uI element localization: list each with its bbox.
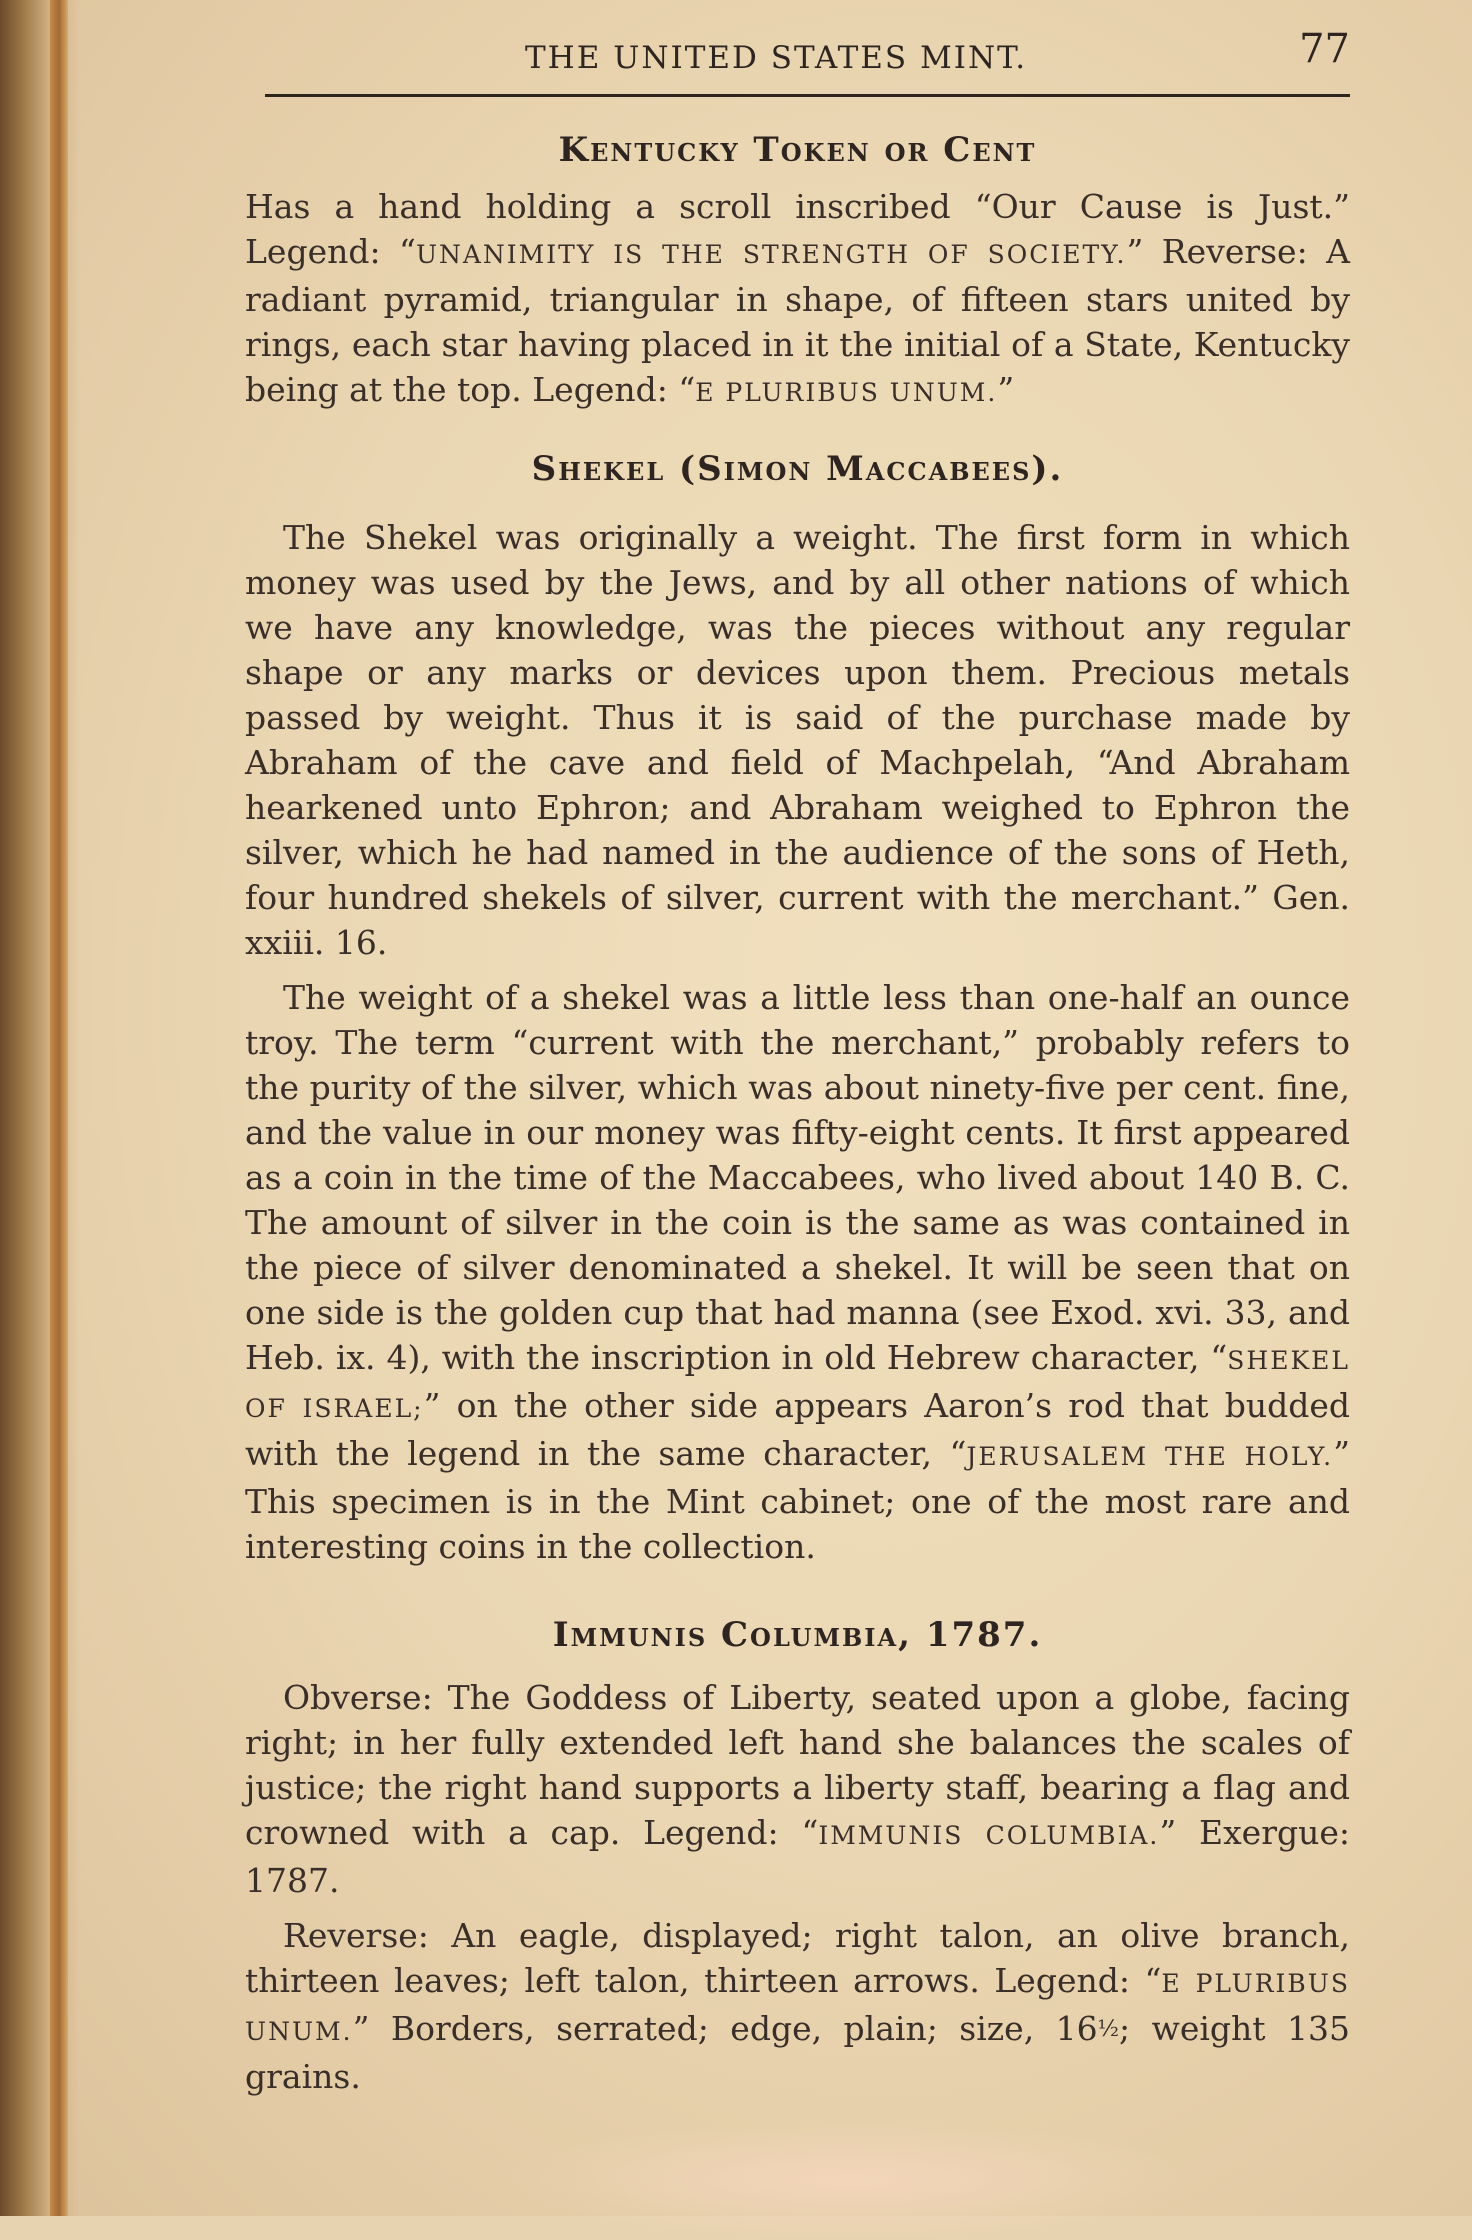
book-spine-edge (50, 0, 68, 2216)
section-heading: Kentucky Token or Cent (558, 130, 1037, 170)
legend-small-caps: UNANIMITY IS THE STRENGTH OF SOCIETY. (415, 240, 1127, 269)
legend-small-caps: E PLURIBUS UNUM. (695, 378, 998, 407)
text-run: ” on the other side appears Aaron’s rod that budded with the legend in the same character, “ (245, 1386, 1350, 1473)
running-title: THE UNITED STATES MINT. (525, 40, 1028, 76)
paragraph (245, 975, 1350, 1569)
paragraph: The Shekel was originally a weight. The first form in which money was used by the Jews, and by all other nations of which we have any knowledge, was the pieces without any regular shape or any marks or devices upon them. Precious metals passed by weight. Thus it is said of the purchase made by Abraham of the cave and field of Machpelah, “And Abraham hearkened unto Ephron; and Abraham weighed to Ephron the silver, which he had named in the audience of the sons of Heth, four hundred shekels of silver, current with the merchant.” Gen. xxiii. 16. (245, 518, 1350, 962)
text-run: ” Reverse: A radiant pyramid, triangular in shape, of fifteen stars united by rings, each star having placed in it the initial of a State, Kentucky being at the top. Legend: “ (245, 232, 1350, 409)
section-immunis-columbia (245, 1615, 1350, 2099)
legend-small-caps: JERUSALEM THE HOLY. (966, 1442, 1334, 1471)
section-shekel (245, 449, 1350, 1569)
section-heading: Shekel (Simon Maccabees). (531, 449, 1064, 489)
text-run: Has a hand holding a scroll inscribed “Our Cause is Just.” Legend: “ (245, 187, 1350, 271)
text-run: ” This specimen is in the Mint cabinet; one of the most rare and interesting coins in the collection. (245, 1434, 1350, 1566)
text-run: The weight of a shekel was a little less than one-half an ounce troy. The term “current with the merchant,” probably refers to the purity of the silver, which was about ninety-five per cent. fine, and the value in our money was fifty-eight cents. It first appeared as a coin in the time of the Maccabees, who lived about 140 B. C. The amount of silver in the coin is the same as was contained in the piece of silver denominated a shekel. It will be seen that on one side is the golden cup that had manna (see Exod. xvi. 33, and Heb. ix. 4), with the inscription in old Hebrew character, “ (245, 978, 1350, 1377)
text-run: ” (997, 370, 1015, 409)
text-run: ” Borders, serrated; edge, plain; size, 16 (352, 2009, 1098, 2048)
running-head (245, 20, 1350, 90)
text-run: Reverse: An eagle, displayed; right talon, an olive branch, thirteen leaves; left talon, thirteen arrows. Legend: “ (245, 1916, 1350, 2000)
paragraph (245, 1675, 1350, 1903)
text-run: ; weight 135 grains. (245, 2009, 1350, 2096)
fraction: ½ (1097, 2017, 1119, 2042)
legend-small-caps: E PLURIBUS UNUM. (245, 1969, 1350, 2046)
text-run: ” Exergue: 1787. (245, 1813, 1351, 1900)
header-rule (265, 94, 1350, 97)
light-glare (500, 2120, 1200, 2240)
section-kentucky-token (245, 130, 1350, 415)
text-run: Obverse: The Goddess of Liberty, seated upon a globe, facing right; in her fully extended left hand she balances the scales of justice; the right hand supports a liberty staff, bearing a flag and crowned with a cap. Legend: “ (245, 1678, 1350, 1852)
section-heading: Immunis Columbia, 1787. (552, 1615, 1043, 1655)
book-page (245, 20, 1350, 2099)
legend-small-caps: IMMUNIS COLUMBIA. (818, 1821, 1160, 1850)
page-number: 77 (1299, 26, 1350, 72)
book-spine-shadow (0, 0, 80, 2216)
paragraph (245, 184, 1350, 415)
legend-small-caps: SHEKEL OF ISRAEL; (245, 1346, 1350, 1423)
paragraph (245, 1913, 1350, 2099)
